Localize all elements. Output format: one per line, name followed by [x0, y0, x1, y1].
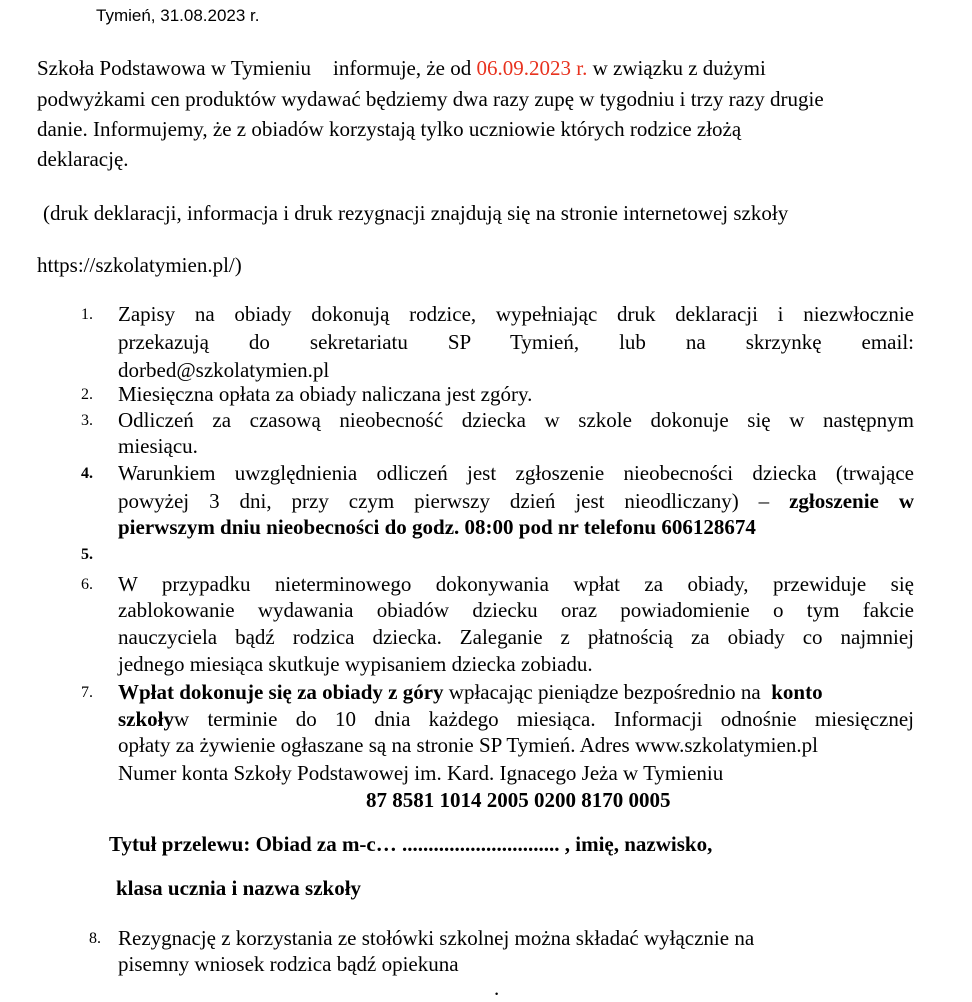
item-8-line-2: pisemny wniosek rodzica bądź opiekuna: [118, 952, 459, 976]
item-number: 5.: [81, 546, 93, 563]
account-number: 87 8581 1014 2005 0200 8170 0005: [366, 788, 671, 812]
item-4-line-2: [118, 487, 914, 515]
item-7-line-2: [118, 705, 914, 733]
date-line: Tymień, 31.08.2023 r.: [96, 6, 260, 25]
item-8-line-1: Rezygnację z korzystania ze stołówki szkolnej można składać wyłącznie na: [118, 926, 755, 950]
item-4-line-3: pierwszym dniu nieobecności do godz. 08:00 pod nr telefonu 606128674: [118, 515, 756, 539]
intro-text: w związku z dużymi: [592, 56, 766, 80]
item-number: 3.: [81, 412, 93, 429]
item-7-text: w terminie do 10 dnia każdego miesiąca. Informacji odnośnie miesięcznej: [174, 707, 914, 731]
note-line-1: (druk deklaracji, informacja i druk rezygnacji znajdują się na stronie internetowej szkoły: [43, 201, 789, 225]
item-7-text: wpłacając pieniądze bezpośrednio na: [448, 680, 761, 704]
item-4-text: powyżej 3 dni, przy czym pierwszy dzień jest nieodliczany) –: [118, 489, 770, 513]
item-1-line-2: przekazują do sekretariatu SP Tymień, lub na skrzynkę email:: [118, 330, 914, 354]
item-2-line-1: Miesięczna opłata za obiady naliczana jest zgóry.: [118, 382, 533, 406]
school-name: Szkoła Podstawowa w Tymieniu: [37, 56, 312, 80]
item-7-bold: szkoły: [118, 707, 175, 731]
item-7-bold: konto: [771, 680, 823, 704]
transfer-title-line-2: klasa ucznia i nazwa szkoły: [116, 876, 362, 900]
intro-line-3: danie. Informujemy, że z obiadów korzystają tylko uczniowie których rodzice złożą: [37, 117, 742, 141]
item-1-line-1: Zapisy na obiady dokonują rodzice, wypełniając druk deklaracji i niezwłocznie: [118, 302, 914, 326]
note-line-2: https://szkolatymien.pl/): [37, 253, 242, 277]
item-number: 4.: [81, 465, 93, 482]
intro-line-1: [37, 54, 766, 82]
start-date: 06.09.2023 r.: [476, 56, 588, 80]
item-number: 1.: [81, 306, 93, 323]
item-6-line-2: zablokowanie wydawania obiadów dziecku oraz powiadomienie o tym fakcie: [118, 598, 914, 622]
item-7-bold: Wpłat dokonuje się za obiady z góry: [118, 680, 444, 704]
item-4-bold: zgłoszenie w: [789, 489, 914, 513]
transfer-title-line-1: Tytuł przelewu: Obiad za m-c… .............................. , imię, nazwisko,: [109, 832, 713, 856]
item-7-line-4: Numer konta Szkoły Podstawowej im. Kard. Ignacego Jeża w Tymieniu: [118, 761, 724, 785]
intro-line-2: podwyżkami cen produktów wydawać będziemy dwa razy zupę w tygodniu i trzy razy drugie: [37, 87, 824, 111]
item-3-line-1: Odliczeń za czasową nieobecność dziecka w szkole dokonuje się w następnym: [118, 408, 914, 432]
item-number: 7.: [81, 684, 93, 701]
item-3-line-2: miesiącu.: [118, 434, 198, 458]
intro-text: informuje, że od: [333, 56, 472, 80]
item-6-line-1: W przypadku nieterminowego dokonywania wpłat za obiady, przewiduje się: [118, 572, 914, 596]
item-6-line-3: nauczyciela bądź rodzica dziecka. Zaleganie z płatnością za obiady co najmniej: [118, 625, 914, 649]
footer-dot: .: [494, 976, 500, 1000]
item-number: 2.: [81, 386, 93, 403]
item-6-line-4: jednego miesiąca skutkuje wypisaniem dziecka zobiadu.: [118, 652, 593, 676]
item-1-email: dorbed@szkolatymien.pl: [118, 358, 330, 382]
item-4-line-1: Warunkiem uwzględnienia odliczeń jest zgłoszenie nieobecności dziecka (trwające: [118, 461, 914, 485]
intro-line-4: deklarację.: [37, 147, 129, 171]
item-7-line-1: [118, 678, 823, 706]
item-number: 6.: [81, 576, 93, 593]
item-7-line-3: opłaty za żywienie ogłaszane są na stronie SP Tymień. Adres www.szkolatymien.pl: [118, 733, 818, 757]
item-number: 8.: [89, 930, 101, 947]
